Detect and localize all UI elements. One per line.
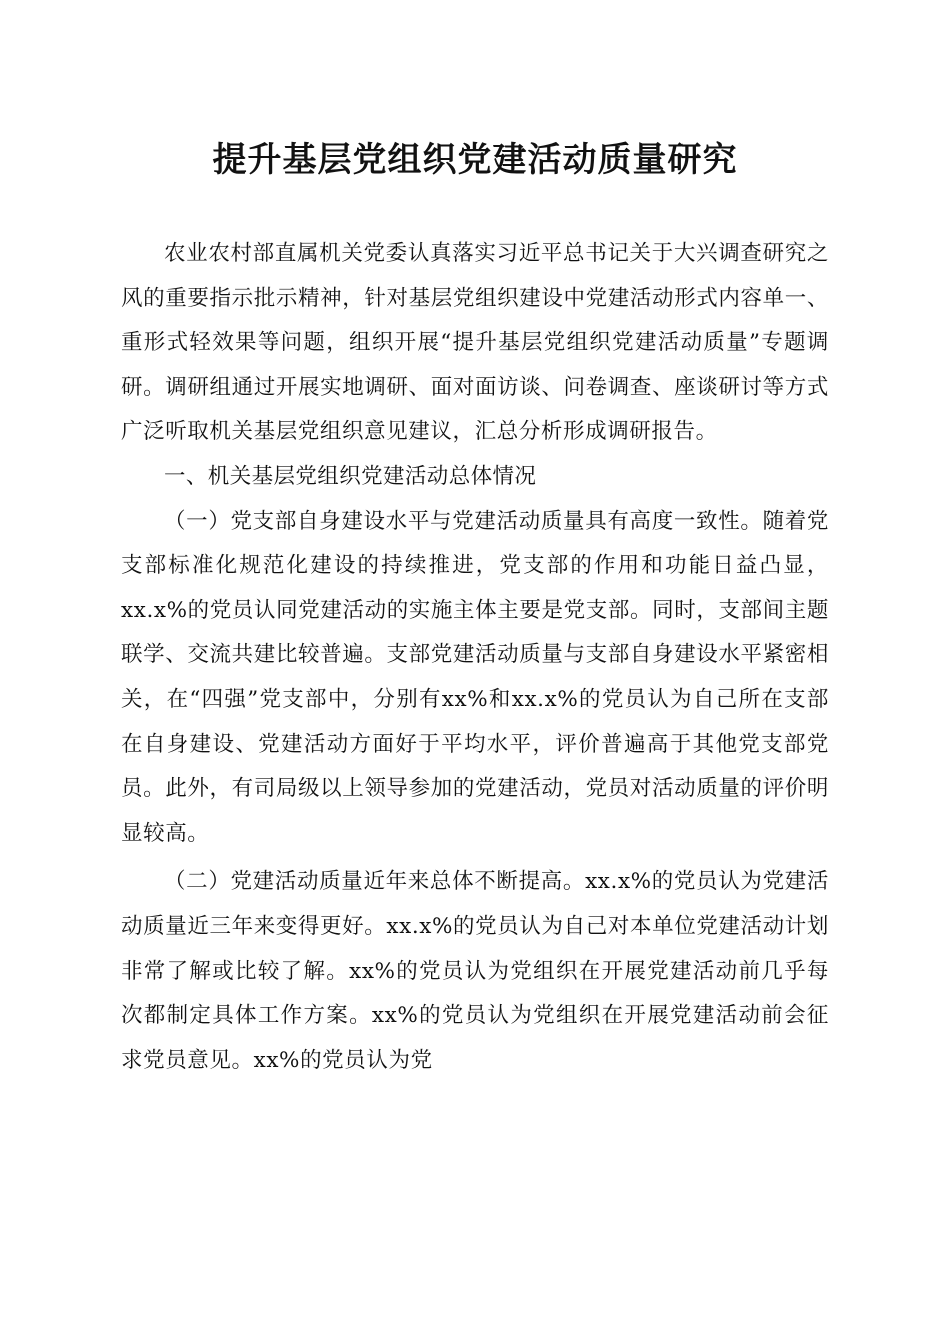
intro-paragraph: 农业农村部直属机关党委认真落实习近平总书记关于大兴调查研究之风的重要指示批示精神，针对基层党组织建设中党建活动形式内容单一、重形式轻效果等问题，组织开展“提升基层党组织党建活动质量”专题调研。调研组通过开展实地调研、面对面访谈、问卷调查、座谈研讨等方式广泛听取机关基层党组织意见建议，汇总分析形成调研报告。 [121,241,829,445]
subsection-2-lead: （二）党建活动质量近年来总体不断提高。 [164,869,586,895]
subsection-2-paragraph [121,860,829,1083]
section-heading: 一、机关基层党组织党建活动总体情况 [164,463,537,489]
subsection-1-body: 随着党支部标准化规范化建设的持续推进，党支部的作用和功能日益凸显，xx.x%的党员认同党建活动的实施主体主要是党支部。同时，支部间主题联学、交流共建比较普遍。支部党建活动质量与支部自身建设水平紧密相关，在“四强”党支部中，分别有xx%和xx.x%的党员认为自己所在支部在自身建设、党建活动方面好于平均水平，评价普遍高于其他党支部党员。此外，有司局级以上领导参加的党建活动，党员对活动质量的评价明显较高。 [121,508,829,846]
document-body [121,232,829,1083]
subsection-1-paragraph [121,500,829,857]
subsection-1-lead: （一）党支部自身建设水平与党建活动质量具有高度一致性。 [164,508,763,534]
subsection-2-body: xx.x%的党员认为党建活动质量近三年来变得更好。xx.x%的党员认为自己对本单位党建活动计划非常了解或比较了解。xx%的党员认为党组织在开展党建活动前几乎每次都制定具体工作方案。xx%的党员认为党组织在开展党建活动前会征求党员意见。xx%的党员认为党 [121,869,829,1073]
document-title: 提升基层党组织党建活动质量研究 [212,140,738,180]
